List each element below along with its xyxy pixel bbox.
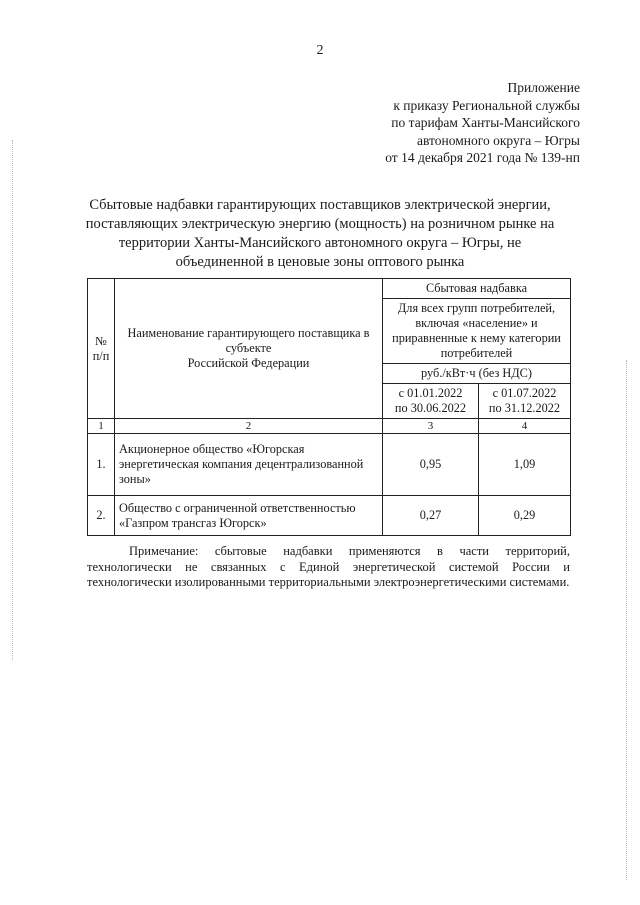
index-cell: 1 — [88, 419, 115, 434]
header-period-1 — [383, 384, 479, 419]
title-line: территории Ханты-Мансийского автономного округа – Югры, не — [118, 235, 522, 251]
index-cell: 3 — [383, 419, 479, 434]
row-num: 1. — [88, 434, 115, 496]
header-num: № п/п — [88, 279, 115, 419]
period-from: с 01.07.2022 — [492, 386, 557, 400]
row-value-1: 0,95 — [383, 434, 479, 496]
row-value-2: 0,29 — [479, 496, 571, 536]
document-title — [60, 196, 580, 272]
row-value-1: 0,27 — [383, 496, 479, 536]
appendix-line: от 14 декабря 2021 года № 139-нп — [385, 150, 580, 165]
title-line: Сбытовые надбавки гарантирующих поставщиков электрической энергии, — [89, 197, 551, 213]
header-period-2 — [479, 384, 571, 419]
index-cell: 4 — [479, 419, 571, 434]
appendix-line: автономного округа – Югры — [417, 132, 580, 148]
header-name-line: Наименование гарантирующего поставщика в субъекте — [127, 326, 370, 355]
index-cell: 2 — [115, 419, 383, 434]
header-name — [115, 279, 383, 419]
period-to: по 31.12.2022 — [488, 401, 561, 415]
header-unit: руб./кВт·ч (без НДС) — [383, 364, 571, 384]
markup-table — [87, 278, 571, 536]
page-number: 2 — [316, 43, 324, 58]
appendix-line: по тарифам Ханты-Мансийского — [391, 115, 580, 130]
header-group: Для всех групп потребителей, включая «население» и приравненные к нему категории потребителей — [383, 299, 571, 364]
appendix-block — [385, 79, 580, 167]
scan-edge-right — [626, 360, 628, 880]
scan-edge-left — [12, 140, 14, 660]
header-markup: Сбытовая надбавка — [383, 279, 571, 299]
title-line: объединенной в ценовые зоны оптового рынка — [175, 254, 465, 270]
row-name: Общество с ограниченной ответственностью «Газпром трансгаз Югорск» — [115, 496, 383, 536]
appendix-line: Приложение — [507, 80, 580, 95]
note-paragraph: Примечание: сбытовые надбавки применяются в части территорий, технологически не связанных с Единой энергетической системой России и технологически изолированными территориальными электроэнергетическими системами. — [87, 544, 570, 589]
appendix-line: к приказу Региональной службы — [393, 97, 580, 113]
table-row — [88, 496, 571, 536]
title-line: поставляющих электрическую энергию (мощность) на розничном рынке на — [85, 216, 555, 232]
period-to: по 30.06.2022 — [394, 401, 467, 415]
row-num: 2. — [88, 496, 115, 536]
row-value-2: 1,09 — [479, 434, 571, 496]
table-row — [88, 434, 571, 496]
index-row — [88, 419, 571, 434]
header-name-line: Российской Федерации — [187, 356, 310, 370]
period-from: с 01.01.2022 — [398, 386, 463, 400]
row-name: Акционерное общество «Югорская энергетическая компания децентрализованной зоны» — [115, 434, 383, 496]
